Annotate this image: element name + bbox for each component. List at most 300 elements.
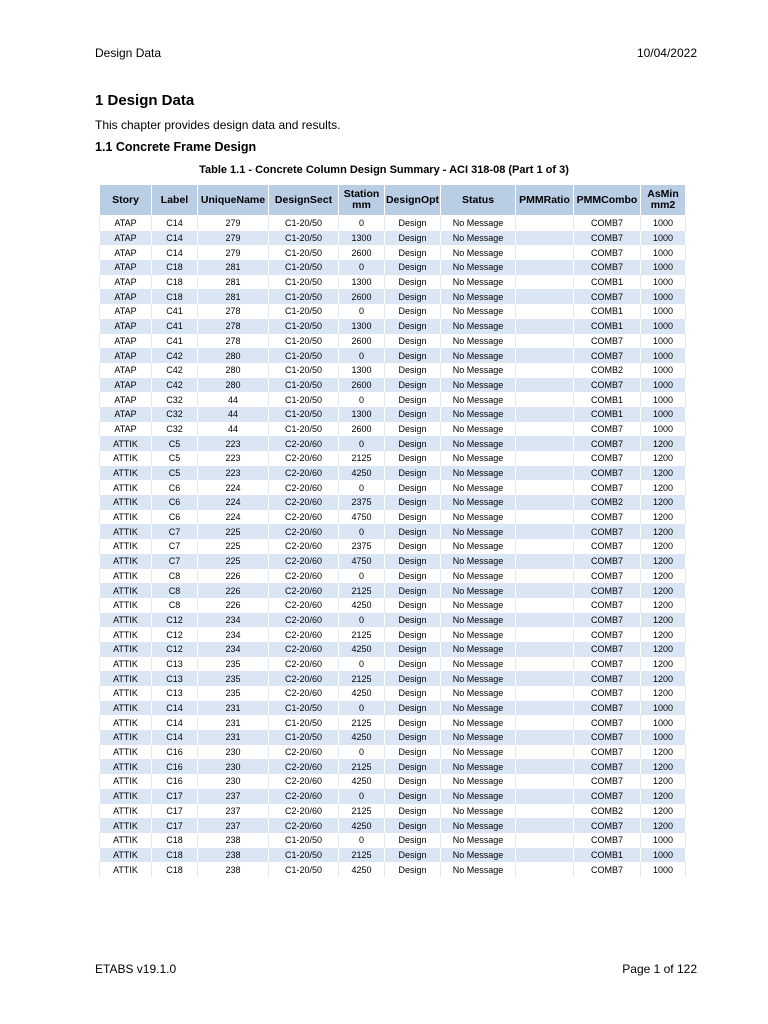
table-cell: 230	[198, 759, 269, 774]
table-cell: COMB7	[574, 451, 641, 466]
table-cell: 2125	[339, 804, 385, 819]
table-cell: C2-20/60	[269, 569, 339, 584]
table-cell: C2-20/60	[269, 804, 339, 819]
table-cell: No Message	[441, 583, 516, 598]
table-cell: 2600	[339, 422, 385, 437]
table-cell: COMB7	[574, 216, 641, 231]
table-cell: 1000	[641, 216, 686, 231]
table-cell: C1-20/50	[269, 348, 339, 363]
table-cell: 1200	[641, 804, 686, 819]
table-cell: 4750	[339, 554, 385, 569]
table-cell: C42	[152, 363, 198, 378]
table-cell: 280	[198, 363, 269, 378]
table-cell: ATAP	[100, 245, 152, 260]
table-cell: 280	[198, 378, 269, 393]
table-cell: ATTIK	[100, 436, 152, 451]
table-cell: No Message	[441, 569, 516, 584]
table-cell: 1000	[641, 363, 686, 378]
table-cell: No Message	[441, 275, 516, 290]
table-cell	[516, 363, 574, 378]
design-summary-table	[99, 184, 686, 877]
table-cell: ATTIK	[100, 598, 152, 613]
table-cell	[516, 598, 574, 613]
table-cell: C14	[152, 715, 198, 730]
table-cell: C1-20/50	[269, 304, 339, 319]
table-cell: 235	[198, 657, 269, 672]
table-cell	[516, 627, 574, 642]
table-cell: No Message	[441, 451, 516, 466]
table-row	[100, 510, 686, 525]
table-cell: No Message	[441, 407, 516, 422]
table-cell: Design	[385, 407, 441, 422]
table-cell: Design	[385, 642, 441, 657]
table-cell: No Message	[441, 657, 516, 672]
table-cell: 1200	[641, 642, 686, 657]
table-cell: ATTIK	[100, 451, 152, 466]
table-cell	[516, 275, 574, 290]
table-cell: Design	[385, 804, 441, 819]
table-cell: C2-20/60	[269, 495, 339, 510]
subsection-title: 1.1 Concrete Frame Design	[95, 140, 257, 154]
table-cell: 280	[198, 348, 269, 363]
table-cell: Design	[385, 451, 441, 466]
table-cell: COMB7	[574, 348, 641, 363]
table-cell: 2125	[339, 759, 385, 774]
table-cell: 1200	[641, 569, 686, 584]
table-cell: 281	[198, 289, 269, 304]
table-cell: Design	[385, 422, 441, 437]
table-cell	[516, 334, 574, 349]
table-cell: 1000	[641, 304, 686, 319]
table-cell	[516, 539, 574, 554]
table-cell: 279	[198, 216, 269, 231]
table-cell: ATAP	[100, 407, 152, 422]
table-cell: C2-20/60	[269, 554, 339, 569]
table-row	[100, 818, 686, 833]
table-cell	[516, 480, 574, 495]
table-cell: 224	[198, 495, 269, 510]
table-cell: Design	[385, 231, 441, 246]
table-cell: C41	[152, 319, 198, 334]
table-cell: C12	[152, 627, 198, 642]
table-cell: C8	[152, 583, 198, 598]
table-cell: 4250	[339, 466, 385, 481]
table-row	[100, 392, 686, 407]
table-cell: COMB7	[574, 289, 641, 304]
table-cell: 1200	[641, 774, 686, 789]
table-cell	[516, 245, 574, 260]
table-cell: COMB7	[574, 789, 641, 804]
table-row	[100, 304, 686, 319]
table-cell: ATTIK	[100, 657, 152, 672]
table-cell: ATTIK	[100, 642, 152, 657]
table-cell: 0	[339, 745, 385, 760]
table-cell: ATAP	[100, 334, 152, 349]
table-cell: No Message	[441, 422, 516, 437]
table-cell: ATTIK	[100, 730, 152, 745]
table-cell: C1-20/50	[269, 422, 339, 437]
table-cell: Design	[385, 671, 441, 686]
table-cell: C17	[152, 789, 198, 804]
table-cell: C14	[152, 231, 198, 246]
table-cell	[516, 583, 574, 598]
table-row	[100, 451, 686, 466]
table-cell: 1200	[641, 510, 686, 525]
table-cell	[516, 613, 574, 628]
table-cell: 1000	[641, 701, 686, 716]
table-cell: ATTIK	[100, 583, 152, 598]
table-cell: Design	[385, 495, 441, 510]
table-cell: 234	[198, 642, 269, 657]
table-cell: 238	[198, 848, 269, 863]
table-cell	[516, 701, 574, 716]
table-cell: 1000	[641, 730, 686, 745]
table-cell: C2-20/60	[269, 642, 339, 657]
table-cell: No Message	[441, 862, 516, 877]
table-cell: No Message	[441, 730, 516, 745]
table-row	[100, 862, 686, 877]
table-cell: C18	[152, 833, 198, 848]
table-row	[100, 730, 686, 745]
table-cell	[516, 569, 574, 584]
table-cell: 1300	[339, 363, 385, 378]
table-cell: COMB1	[574, 304, 641, 319]
table-cell: Design	[385, 363, 441, 378]
table-cell: 1000	[641, 422, 686, 437]
table-row	[100, 583, 686, 598]
table-row	[100, 231, 686, 246]
table-cell: No Message	[441, 319, 516, 334]
table-row	[100, 495, 686, 510]
table-cell: Design	[385, 789, 441, 804]
table-row	[100, 334, 686, 349]
table-cell: ATTIK	[100, 627, 152, 642]
table-cell: 226	[198, 569, 269, 584]
table-cell: 1000	[641, 289, 686, 304]
table-cell: Design	[385, 554, 441, 569]
table-cell: C5	[152, 466, 198, 481]
table-cell: No Message	[441, 833, 516, 848]
table-row	[100, 289, 686, 304]
table-cell: COMB7	[574, 715, 641, 730]
table-cell: Design	[385, 745, 441, 760]
column-header: PMMCombo	[574, 185, 641, 216]
table-row	[100, 833, 686, 848]
table-cell: C8	[152, 569, 198, 584]
table-cell: COMB7	[574, 833, 641, 848]
column-header: Story	[100, 185, 152, 216]
table-cell: C2-20/60	[269, 657, 339, 672]
page-header-date: 10/04/2022	[636, 46, 697, 60]
table-cell: C2-20/60	[269, 510, 339, 525]
table-cell: COMB7	[574, 862, 641, 877]
table-row	[100, 642, 686, 657]
table-cell: 2125	[339, 671, 385, 686]
table-cell: ATTIK	[100, 480, 152, 495]
table-cell: 2125	[339, 451, 385, 466]
table-cell: 1300	[339, 319, 385, 334]
table-cell: COMB7	[574, 759, 641, 774]
table-cell: 1200	[641, 759, 686, 774]
table-cell: COMB7	[574, 627, 641, 642]
table-cell: 278	[198, 334, 269, 349]
table-cell: 0	[339, 613, 385, 628]
table-cell: Design	[385, 348, 441, 363]
table-cell: 226	[198, 598, 269, 613]
table-cell	[516, 745, 574, 760]
table-cell: COMB7	[574, 583, 641, 598]
column-header: DesignSect	[269, 185, 339, 216]
table-cell: COMB7	[574, 686, 641, 701]
table-cell: C1-20/50	[269, 275, 339, 290]
table-cell: 278	[198, 304, 269, 319]
table-cell: 1200	[641, 495, 686, 510]
table-row	[100, 378, 686, 393]
table-cell: 2125	[339, 583, 385, 598]
table-cell: COMB7	[574, 774, 641, 789]
table-cell: 2375	[339, 495, 385, 510]
table-cell: Design	[385, 260, 441, 275]
table-cell: COMB7	[574, 510, 641, 525]
table-cell: 237	[198, 804, 269, 819]
table-cell: Design	[385, 583, 441, 598]
table-cell: No Message	[441, 334, 516, 349]
table-cell: ATTIK	[100, 466, 152, 481]
table-cell: 4250	[339, 818, 385, 833]
table-cell: 1200	[641, 686, 686, 701]
table-cell: ATTIK	[100, 745, 152, 760]
table-cell: C1-20/50	[269, 730, 339, 745]
table-cell	[516, 804, 574, 819]
table-cell: COMB7	[574, 745, 641, 760]
table-cell: C2-20/60	[269, 539, 339, 554]
table-cell: 224	[198, 510, 269, 525]
table-cell: C17	[152, 804, 198, 819]
table-cell: COMB7	[574, 642, 641, 657]
table-cell: No Message	[441, 818, 516, 833]
table-cell	[516, 289, 574, 304]
table-cell: 279	[198, 231, 269, 246]
table-cell: 0	[339, 524, 385, 539]
table-cell: 278	[198, 319, 269, 334]
table-cell: C16	[152, 774, 198, 789]
table-cell: C1-20/50	[269, 260, 339, 275]
table-cell: 0	[339, 348, 385, 363]
table-cell: 235	[198, 671, 269, 686]
table-cell: C41	[152, 304, 198, 319]
table-cell: C1-20/50	[269, 392, 339, 407]
table-cell: 281	[198, 260, 269, 275]
table-cell	[516, 348, 574, 363]
table-cell	[516, 818, 574, 833]
table-cell: Design	[385, 701, 441, 716]
column-header: PMMRatio	[516, 185, 574, 216]
table-cell: C1-20/50	[269, 378, 339, 393]
table-cell: Design	[385, 613, 441, 628]
table-cell: No Message	[441, 745, 516, 760]
table-cell: C2-20/60	[269, 789, 339, 804]
table-cell: C7	[152, 524, 198, 539]
table-cell: COMB7	[574, 378, 641, 393]
table-cell	[516, 466, 574, 481]
table-cell	[516, 392, 574, 407]
table-cell: 1200	[641, 524, 686, 539]
table-cell: COMB2	[574, 363, 641, 378]
table-cell: 1000	[641, 245, 686, 260]
table-cell: Design	[385, 216, 441, 231]
table-cell: No Message	[441, 289, 516, 304]
column-header: Label	[152, 185, 198, 216]
table-cell: COMB1	[574, 319, 641, 334]
table-cell: 1300	[339, 275, 385, 290]
table-row	[100, 524, 686, 539]
table-cell	[516, 510, 574, 525]
table-cell	[516, 554, 574, 569]
table-cell: 0	[339, 216, 385, 231]
table-cell: 1200	[641, 671, 686, 686]
table-cell: 2600	[339, 334, 385, 349]
table-cell: 4250	[339, 598, 385, 613]
table-cell: 1000	[641, 715, 686, 730]
table-cell: No Message	[441, 510, 516, 525]
table-cell: No Message	[441, 436, 516, 451]
table-cell: Design	[385, 759, 441, 774]
table-cell: ATAP	[100, 319, 152, 334]
table-cell: C18	[152, 289, 198, 304]
table-cell: C1-20/50	[269, 245, 339, 260]
table-cell: Design	[385, 730, 441, 745]
table-cell: C17	[152, 818, 198, 833]
footer-software: ETABS v19.1.0	[95, 962, 177, 976]
table-cell: 225	[198, 524, 269, 539]
table-cell: 44	[198, 422, 269, 437]
table-cell: 0	[339, 657, 385, 672]
table-cell: COMB7	[574, 524, 641, 539]
table-cell: C12	[152, 613, 198, 628]
table-cell: C1-20/50	[269, 862, 339, 877]
table-cell: C2-20/60	[269, 613, 339, 628]
table-cell: 1200	[641, 745, 686, 760]
table-cell: Design	[385, 466, 441, 481]
table-cell: 279	[198, 245, 269, 260]
table-cell	[516, 715, 574, 730]
table-cell: No Message	[441, 759, 516, 774]
table-cell	[516, 848, 574, 863]
table-row	[100, 848, 686, 863]
table-row	[100, 627, 686, 642]
table-cell: C14	[152, 730, 198, 745]
table-cell: ATTIK	[100, 848, 152, 863]
table-cell: No Message	[441, 671, 516, 686]
table-cell: C16	[152, 759, 198, 774]
table-cell: C2-20/60	[269, 436, 339, 451]
table-cell: C1-20/50	[269, 833, 339, 848]
table-cell: C13	[152, 657, 198, 672]
table-cell: 230	[198, 745, 269, 760]
table-row	[100, 745, 686, 760]
table-cell: COMB7	[574, 818, 641, 833]
table-cell: C6	[152, 495, 198, 510]
table-cell: 1200	[641, 583, 686, 598]
table-cell: C14	[152, 216, 198, 231]
table-row	[100, 275, 686, 290]
table-cell: C1-20/50	[269, 319, 339, 334]
table-cell: C5	[152, 436, 198, 451]
table-row	[100, 701, 686, 716]
table-cell: 44	[198, 392, 269, 407]
table-cell	[516, 759, 574, 774]
table-cell: ATAP	[100, 289, 152, 304]
table-cell	[516, 686, 574, 701]
table-row	[100, 480, 686, 495]
table-cell	[516, 451, 574, 466]
table-cell: 1000	[641, 275, 686, 290]
table-cell: C14	[152, 701, 198, 716]
table-cell: C41	[152, 334, 198, 349]
table-cell: Design	[385, 436, 441, 451]
table-cell: No Message	[441, 378, 516, 393]
table-cell: 0	[339, 701, 385, 716]
table-cell: C2-20/60	[269, 774, 339, 789]
table-cell: No Message	[441, 466, 516, 481]
table-cell: C1-20/50	[269, 715, 339, 730]
table-cell: 4250	[339, 642, 385, 657]
table-cell: 231	[198, 730, 269, 745]
table-cell: 1300	[339, 231, 385, 246]
column-header: UniqueName	[198, 185, 269, 216]
table-cell: No Message	[441, 642, 516, 657]
intro-text: This chapter provides design data and results.	[95, 118, 341, 132]
table-cell: No Message	[441, 216, 516, 231]
table-cell	[516, 657, 574, 672]
table-cell: C2-20/60	[269, 627, 339, 642]
table-cell: 4250	[339, 774, 385, 789]
table-row	[100, 686, 686, 701]
table-cell: No Message	[441, 495, 516, 510]
table-cell: No Message	[441, 627, 516, 642]
table-cell: C2-20/60	[269, 745, 339, 760]
table-cell: ATTIK	[100, 862, 152, 877]
table-cell: Design	[385, 627, 441, 642]
table-cell: ATTIK	[100, 715, 152, 730]
table-cell: 0	[339, 569, 385, 584]
table-cell: COMB7	[574, 260, 641, 275]
table-row	[100, 554, 686, 569]
table-cell: 4750	[339, 510, 385, 525]
table-cell: No Message	[441, 554, 516, 569]
table-cell: ATAP	[100, 275, 152, 290]
table-cell: Design	[385, 818, 441, 833]
table-cell: COMB7	[574, 569, 641, 584]
table-cell: 223	[198, 466, 269, 481]
table-cell	[516, 671, 574, 686]
table-cell: COMB1	[574, 407, 641, 422]
table-row	[100, 598, 686, 613]
table-cell: Design	[385, 289, 441, 304]
table-cell: COMB7	[574, 730, 641, 745]
table-cell: 234	[198, 627, 269, 642]
table-cell: COMB7	[574, 480, 641, 495]
table-cell: ATAP	[100, 231, 152, 246]
table-cell: 237	[198, 789, 269, 804]
table-cell: COMB7	[574, 657, 641, 672]
table-cell	[516, 730, 574, 745]
table-cell: C6	[152, 480, 198, 495]
table-cell: 2600	[339, 289, 385, 304]
table-cell: No Message	[441, 480, 516, 495]
table-cell: COMB7	[574, 231, 641, 246]
footer-page-number: Page 1 of 122	[622, 962, 697, 976]
